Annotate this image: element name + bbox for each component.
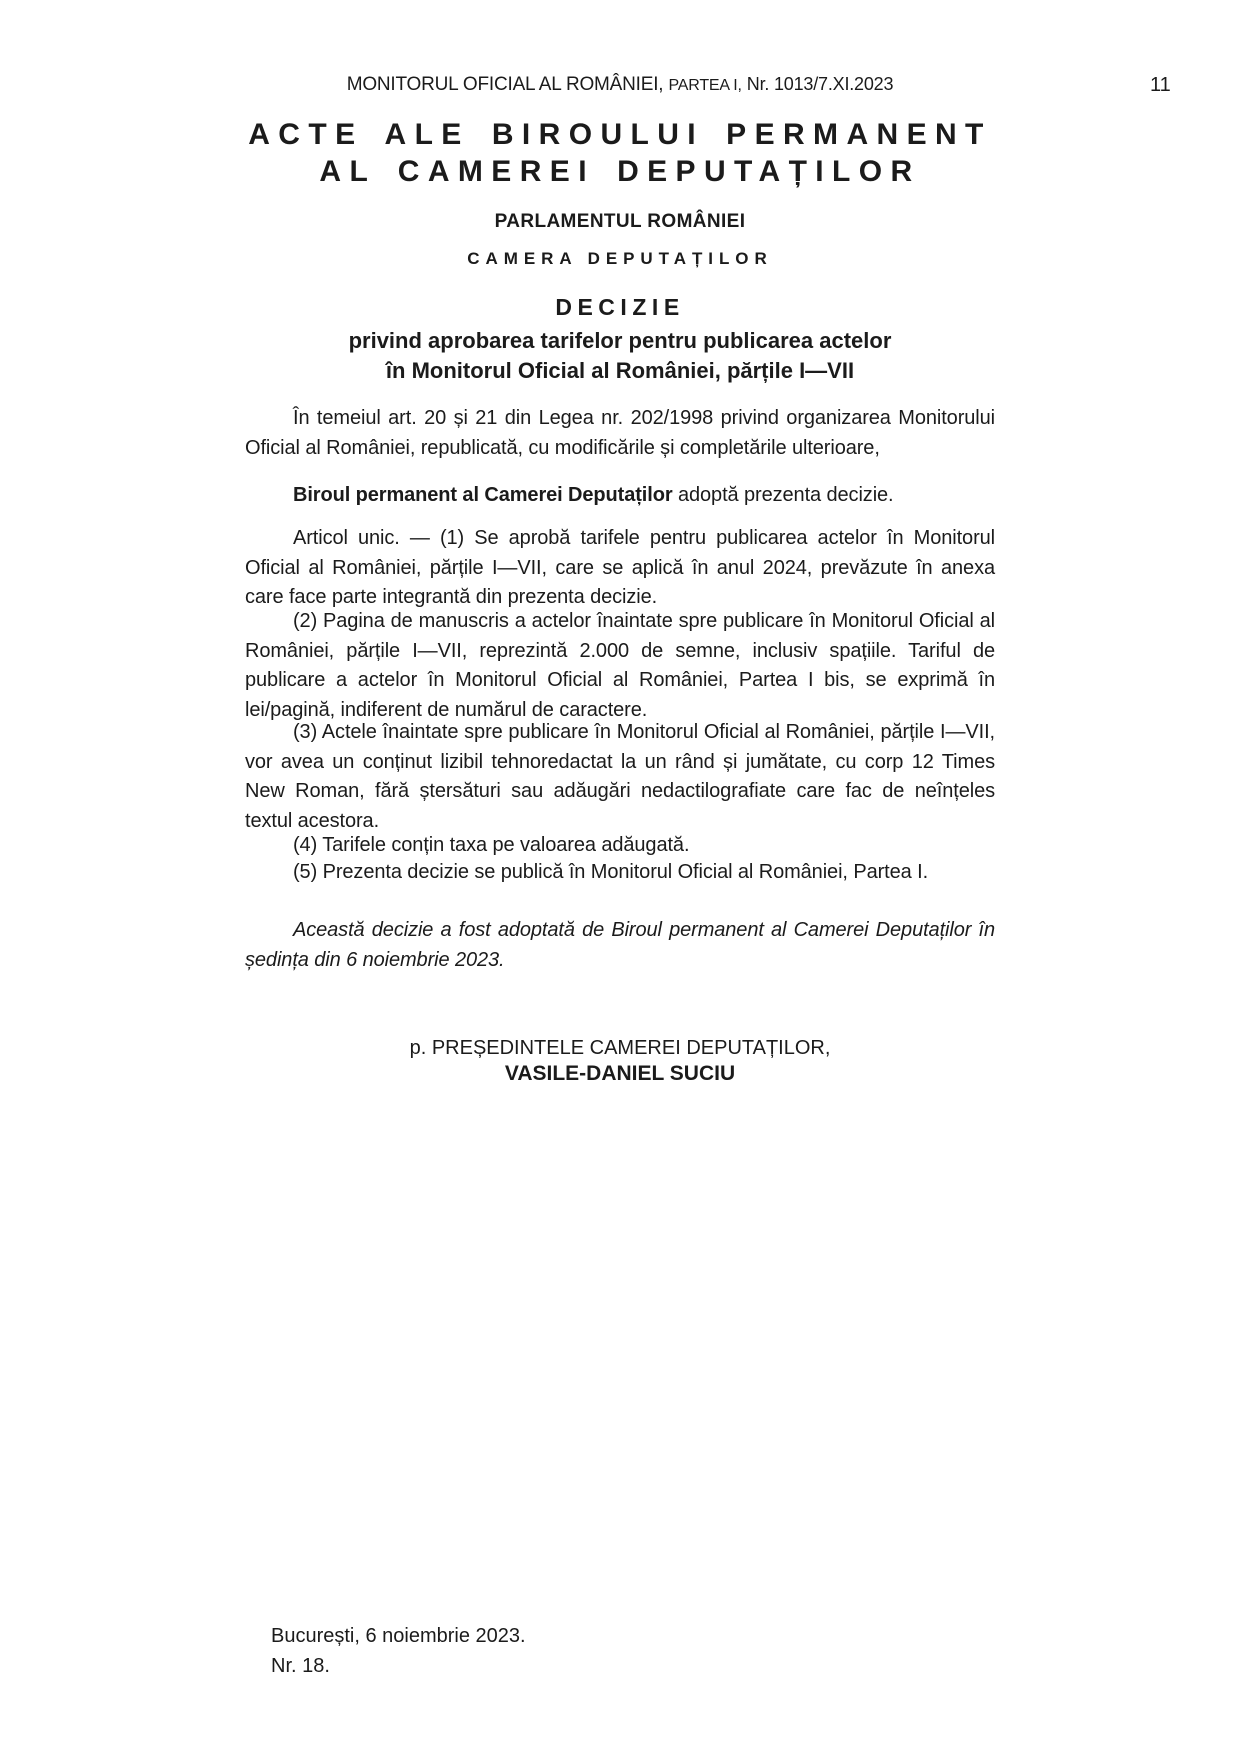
article-paragraph-4: (4) Tarifele conțin taxa pe valoarea adăugată.: [293, 834, 690, 856]
issuance-block: [271, 1622, 526, 1681]
journal-part: PARTEA I,: [668, 77, 742, 94]
article-paragraph-2: (2) Pagina de manuscris a actelor înaintate spre publicare în Monitorul Oficial al României, părțile I—VII, reprezintă 2.000 de semne, inclusiv spațiile. Tariful de publicare a actelor în Monitorul Oficial al României, Partea I bis, se exprimă în lei/pagină, indiferent de numărul de caractere.: [245, 610, 995, 721]
article-paragraph-3: (3) Actele înaintate spre publicare în Monitorul Oficial al României, părțile I—VII, vor avea un conținut lizibil tehnoredactat la un rând și jumătate, cu corp 12 Times New Roman, fără ștersături sau adăugări nedactilografiate care fac de neînțeles textul acestora.: [245, 721, 995, 832]
signature-title: p. PREȘEDINTELE CAMEREI DEPUTAȚILOR,: [409, 1037, 831, 1059]
preamble-paragraph: În temeiul art. 20 și 21 din Legea nr. 202/1998 privind organizarea Monitorului Oficial al României, republicată, cu modificările și completările ulterioare,: [245, 407, 995, 459]
signature-name: VASILE-DANIEL SUCIU: [504, 1062, 736, 1085]
enactment-clause: [245, 481, 1043, 511]
enactment-action: adoptă prezenta decizie.: [672, 484, 894, 506]
article-paragraph-1: Articol unic. — (1) Se aprobă tarifele pentru publicarea actelor în Monitorul Oficial al României, părțile I—VII, care se aplică în anul 2024, prevăzute în anexa care face parte integrantă din prezenta decizie.: [245, 527, 995, 608]
journal-name: MONITORUL OFICIAL AL ROMÂNIEI,: [346, 74, 664, 95]
adoption-note: Această decizie a fost adoptată de Biroul permanent al Camerei Deputaților în ședința din 6 noiembrie 2023.: [245, 919, 995, 971]
page-number: 11: [1150, 74, 1171, 96]
section-title-line1: ACTE ALE BIROULUI PERMANENT: [248, 118, 992, 151]
chamber-heading: CAMERA DEPUTAȚILOR: [467, 249, 773, 268]
journal-issue: Nr. 1013/7.XI.2023: [746, 74, 894, 94]
place-date: București, 6 noiembrie 2023.: [271, 1625, 526, 1647]
decision-kind-heading: DECIZIE: [555, 294, 685, 320]
decision-subtitle-line1: privind aprobarea tarifelor pentru publicarea actelor: [348, 328, 892, 353]
enactment-issuer: Biroul permanent al Camerei Deputaților: [293, 484, 673, 506]
section-title-line2: AL CAMEREI DEPUTAȚILOR: [319, 155, 921, 188]
decision-subtitle-line2: în Monitorul Oficial al României, părțile I—VII: [385, 358, 855, 383]
running-header: [245, 74, 995, 96]
article-paragraph-5: (5) Prezenta decizie se publică în Monitorul Oficial al României, Partea I.: [293, 861, 929, 883]
decision-number: Nr. 18.: [271, 1654, 330, 1677]
signature-block: [245, 1035, 995, 1087]
parliament-heading: PARLAMENTUL ROMÂNIEI: [494, 211, 746, 232]
decision-subtitle: [245, 326, 995, 386]
